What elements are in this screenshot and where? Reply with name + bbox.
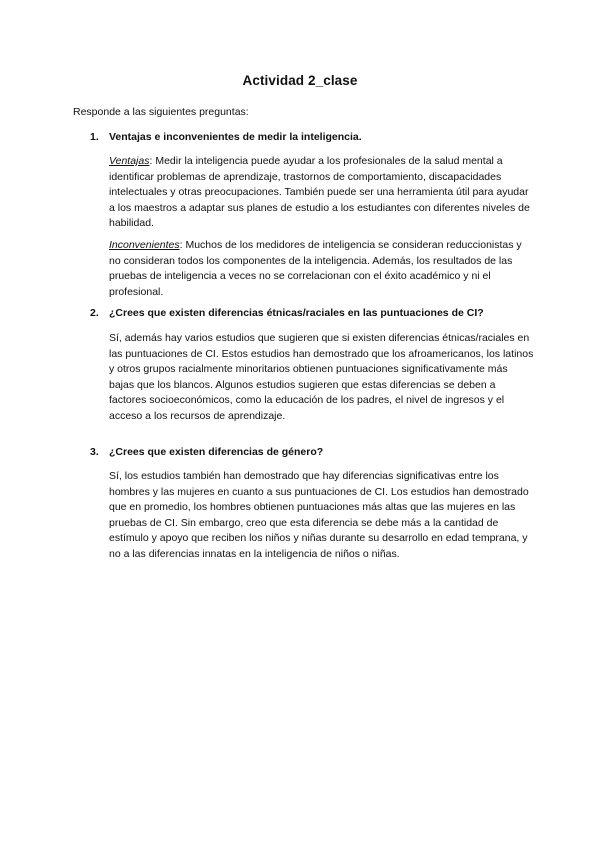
- question-2-answer: Sí, además hay varios estudios que sugieren que si existen diferencias étnicas/raciales en las puntuaciones de CI. Estos estudios han demostrado que los afroamericanos, los latinos y otros grupos racialmente minoritarios obtienen puntuaciones significativamente más bajas que los blancos. Algunos estudios sugieren que estas diferencias se deben a factores socioeconómicos, como la educación de los padres, el nivel de ingresos y el acceso a los recursos de aprendizaje.: [109, 332, 534, 422]
- inconvenientes-paragraph: [109, 238, 534, 300]
- question-3-text: ¿Crees que existen diferencias de género?: [109, 446, 324, 458]
- ventajas-paragraph: [109, 154, 534, 232]
- question-2-number: 2.: [90, 307, 99, 319]
- inconvenientes-label: Inconvenientes: [109, 239, 180, 251]
- question-3: [90, 446, 540, 458]
- ventajas-text: : Medir la inteligencia puede ayudar a los profesionales de la salud mental a identificar problemas de aprendizaje, trastornos de comportamiento, discapacidades intelectuales y otras preocupaciones. También puede ser una herramienta útil para ayudar a los maestros a adaptar sus planes de estudio a los estudiantes con diferentes niveles de habilidad.: [109, 155, 530, 230]
- question-1-text: Ventajas e inconvenientes de medir la inteligencia.: [109, 131, 362, 143]
- question-1-number: 1.: [90, 131, 99, 143]
- question-1: [90, 131, 540, 143]
- ventajas-label: Ventajas: [109, 155, 150, 167]
- question-2: [90, 307, 540, 319]
- inconvenientes-text: : Muchos de los medidores de inteligencia se consideran reduccionistas y no consideran todos los componentes de la inteligencia. Además, los resultados de las pruebas de inteligencia a veces no se correlacionan con el éxito académico y ni el profesional.: [109, 239, 522, 298]
- question-3-number: 3.: [90, 446, 99, 458]
- question-2-text: ¿Crees que existen diferencias étnicas/raciales en las puntuaciones de CI?: [109, 307, 484, 319]
- question-3-answer: Sí, los estudios también han demostrado que hay diferencias significativas entre los hombres y las mujeres en cuanto a sus puntuaciones de CI. Los estudios han demostrado que en promedio, los hombres obtienen puntuaciones más altas que las mujeres en las pruebas de CI. Sin embargo, creo que esta diferencia se debe más a la cantidad de estímulo y apoyo que reciben los niños y niñas durante su desarrollo en edad temprana, y no a las diferencias innatas en la inteligencia de niños o niñas.: [109, 470, 529, 560]
- intro-text: Responde a las siguientes preguntas:: [73, 106, 249, 118]
- document-title: Actividad 2_clase: [242, 73, 358, 88]
